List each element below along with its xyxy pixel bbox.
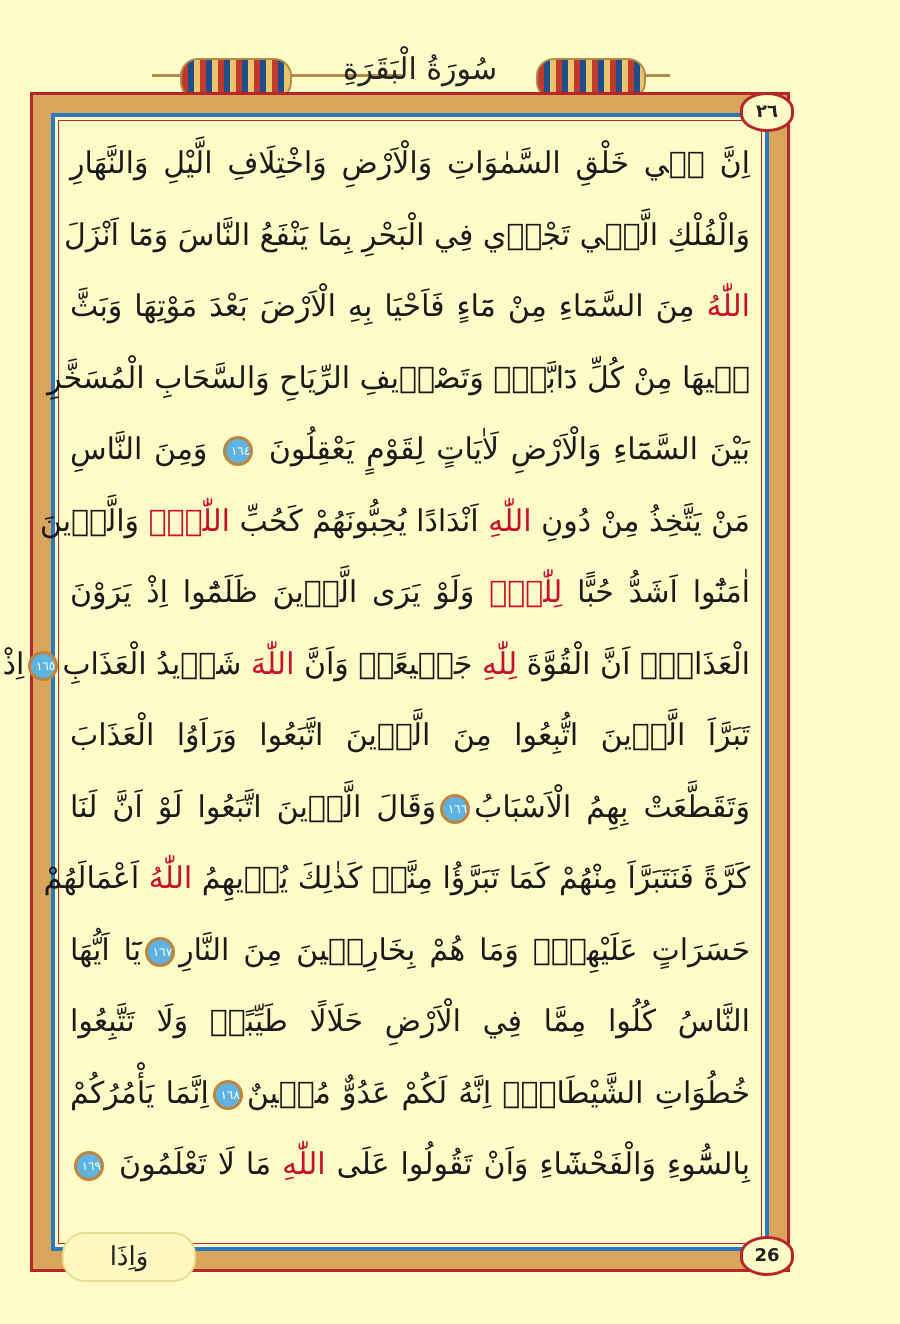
divine-name: اللّٰهُ [706, 289, 750, 324]
text-line [2, 629, 750, 701]
verse-text: اَعْمَالَهُمْ [43, 861, 149, 896]
divine-name: اللّٰهِ [282, 1147, 326, 1182]
verse-text: اِنَّمَا يَأْمُرُكُمْ [70, 1075, 209, 1111]
verse-text: ۜ وَالَّذٖينَ [39, 503, 149, 539]
text-line [39, 486, 750, 558]
text-line [70, 1129, 750, 1201]
text-line [63, 200, 750, 272]
ayah-marker-icon: ١٦٥ [28, 651, 58, 681]
surah-title: سُورَةُ الْبَقَرَةِ [342, 52, 498, 87]
verse-text: تَبَرَّاَ الَّذٖينَ اتُّبِعُوا مِنَ الَّذٖينَ اتَّبَعُوا وَرَاَوُا الْعَذَابَ [70, 718, 750, 753]
page-number-bottom: 26 [740, 1236, 794, 1276]
text-line [70, 700, 750, 772]
page-header [0, 0, 900, 100]
verse-text: اِنَّ فٖي خَلْقِ السَّمٰوَاتِ وَالْاَرْضِ وَاخْتِلَافِ الَّيْلِ وَالنَّهَارِ [70, 146, 750, 181]
divine-name: اللّٰهُ [148, 861, 193, 896]
verse-text: مِنَ السَّمَٓاءِ مِنْ مَٓاءٍ فَاَحْيَا بِهِ الْاَرْضَ بَعْدَ مَوْتِهَا وَبَثَّ [70, 289, 707, 324]
ayah-marker-icon: ١٦٩ [74, 1151, 104, 1181]
verse-text: اٰمَنُٓوا اَشَدُّ حُبًّا [562, 575, 751, 610]
verse-text: حَسَرَاتٍ عَلَيْهِمْۜ وَمَا هُمْ بِخَارِجٖينَ مِنَ النَّارِ [179, 932, 750, 968]
text-line [70, 986, 750, 1058]
verse-text: مَنْ يَتَّخِذُ مِنْ دُونِ [531, 503, 750, 539]
verse-text: فٖيهَا مِنْ كُلِّ دَٓابَّةٍۖ وَتَصْرٖيفِ الرِّيَاحِ وَالسَّحَابِ الْمُسَخَّرِ [47, 360, 750, 396]
divine-name: لِلّٰهِ [481, 646, 518, 682]
divine-name: لِلّٰهِ [489, 575, 563, 610]
text-line [70, 557, 750, 629]
ayah-marker-icon: ١٦٧ [145, 937, 175, 967]
verse-text: الْعَذَابَۙ اَنَّ الْقُوَّةَ [517, 646, 750, 682]
text-line [70, 414, 750, 486]
verse-text: ۜ وَلَوْ يَرَى الَّذٖينَ ظَلَمُٓوا اِذْ يَرَوْنَ [70, 575, 490, 610]
verse-text: مَا لَا تَعْلَمُونَ [108, 1147, 283, 1182]
verse-text: النَّاسُ كُلُوا مِمَّا فِي الْاَرْضِ حَلَالًا طَيِّبًاۘ وَلَا تَتَّبِعُوا [70, 1004, 750, 1039]
verse-text: كَرَّةً فَنَتَبَرَّاَ مِنْهُمْ كَمَا تَبَرَّؤُا مِنَّاۜ كَذٰلِكَ يُرٖيهِمُ [192, 861, 750, 896]
text-line [43, 843, 750, 915]
verse-text: اِذْ [2, 646, 25, 682]
verse-text: بَيْنَ السَّمَٓاءِ وَالْاَرْضِ لَاٰيَاتٍ لِقَوْمٍ يَعْقِلُونَ [257, 432, 750, 467]
text-line [70, 271, 750, 343]
verse-text: وَقَالَ الَّذٖينَ اتَّبَعُوا لَوْ اَنَّ لَنَا [70, 789, 437, 825]
divine-name: اللّٰهَ [250, 646, 295, 682]
divine-name: اللّٰهِ [148, 503, 231, 539]
verse-text: جَمٖيعًاۙ وَاَنَّ [294, 646, 482, 682]
verse-text: بِالسُّٓوءِ وَالْفَحْشَٓاءِ وَاَنْ تَقُولُوا عَلَى [325, 1147, 750, 1182]
text-line [70, 772, 750, 844]
verse-text: اَنْدَادًا يُحِبُّونَهُمْ كَحُبِّ [230, 503, 489, 539]
verse-text: شَدٖيدُ الْعَذَابِ [62, 646, 251, 682]
verse-text: يَٓا اَيُّهَا [70, 932, 142, 968]
text-line [70, 1058, 750, 1130]
ayah-marker-icon: ١٦٨ [213, 1080, 243, 1110]
catchword: وَاِذَا [62, 1232, 196, 1282]
verse-text: وَمِنَ النَّاسِ [70, 432, 220, 467]
text-line [70, 915, 750, 987]
divine-name: اللّٰهِ [488, 503, 532, 539]
page-number-top: ٢٦ [740, 92, 794, 132]
ayah-marker-icon: ١٦٦ [440, 794, 470, 824]
ayah-marker-icon: ١٦٤ [223, 436, 253, 466]
verse-text: خُطُوَاتِ الشَّيْطَانِۜ اِنَّهُ لَكُمْ عَدُوٌّ مُبٖينٌ [246, 1075, 750, 1111]
quran-text [2, 128, 751, 1201]
verse-text: وَالْفُلْكِ الَّتٖي تَجْرٖي فِي الْبَحْرِ بِمَا يَنْفَعُ النَّاسَ وَمَٓا اَنْزَلَ [63, 217, 750, 253]
text-line [47, 343, 750, 415]
verse-text: وَتَقَطَّعَتْ بِهِمُ الْاَسْبَابُ [474, 789, 750, 825]
text-line [70, 128, 750, 200]
